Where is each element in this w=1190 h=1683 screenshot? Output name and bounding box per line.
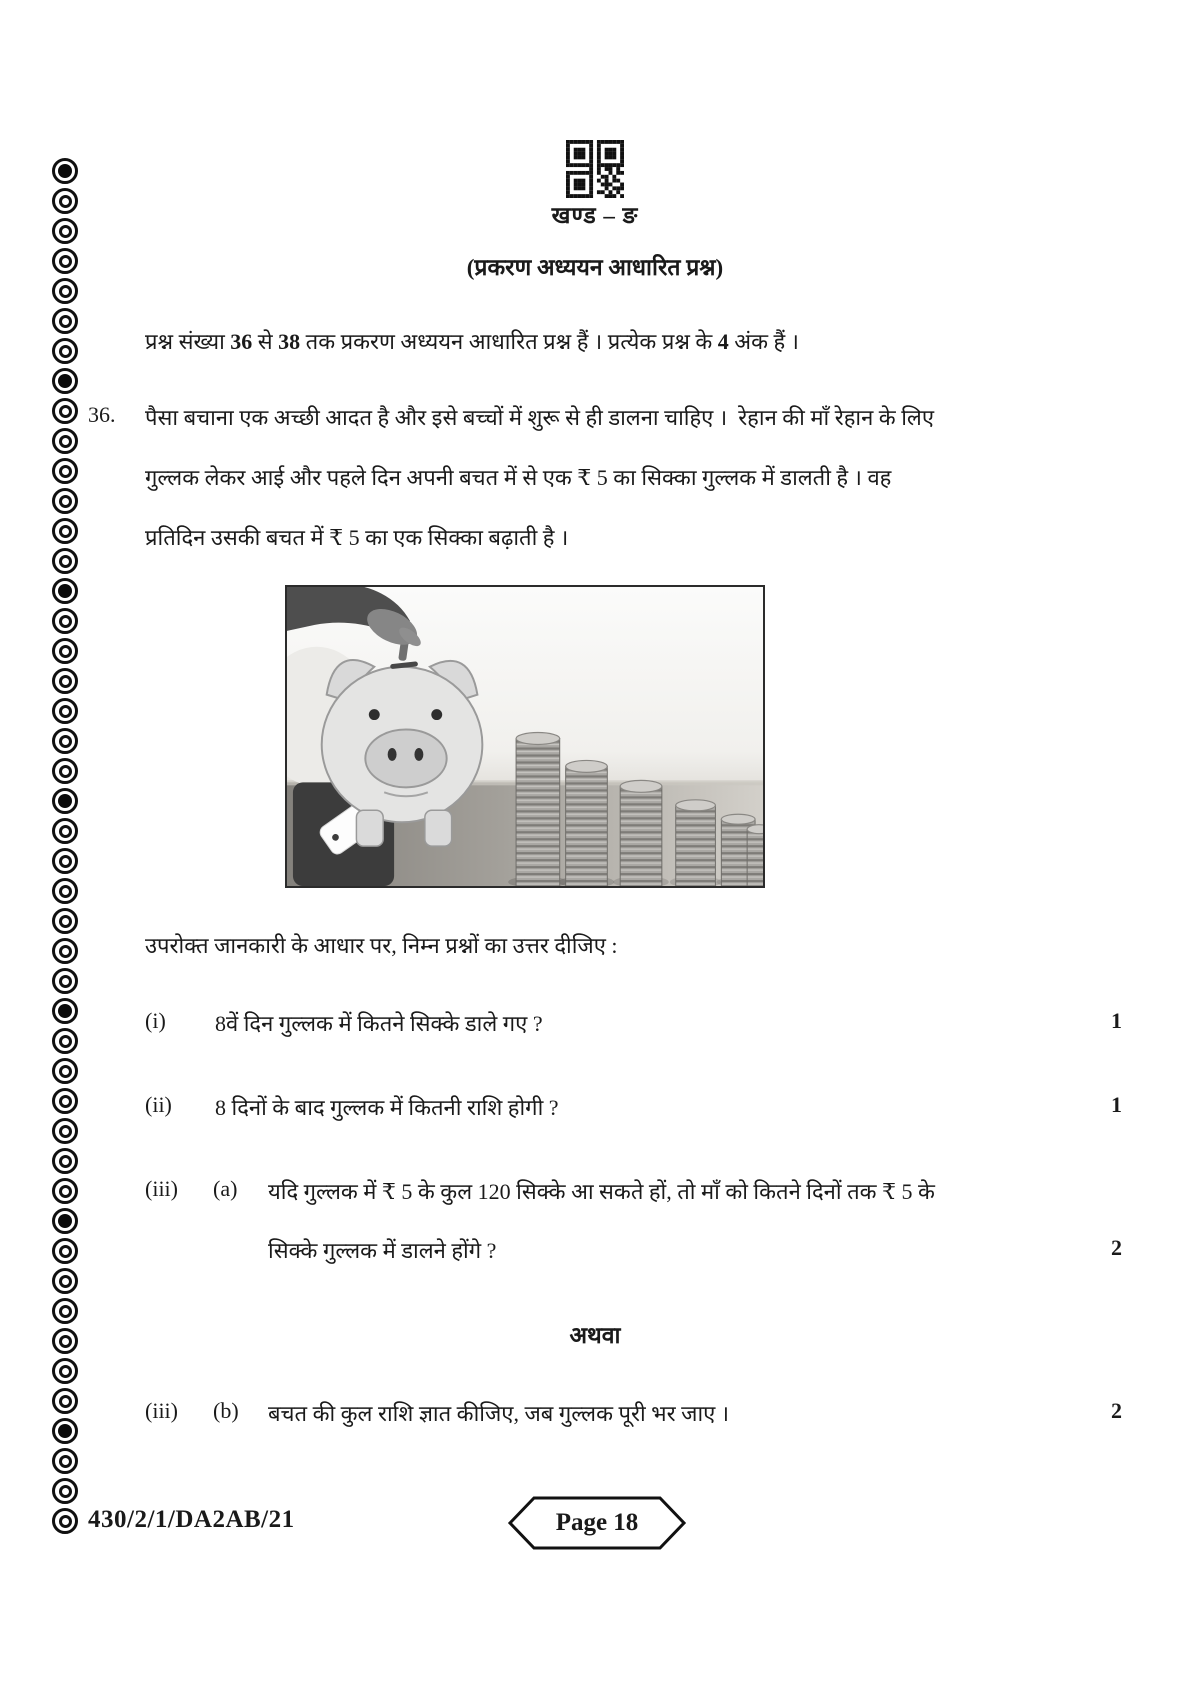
binding-ring	[52, 788, 78, 814]
part-i-text: 8वें दिन गुल्लक में कितने सिक्के डाले गए ?	[215, 1011, 543, 1036]
part-iii-b-marks: 2	[1111, 1398, 1122, 1423]
binding-ring	[52, 1028, 78, 1054]
part-i-marks: 1	[1111, 1008, 1122, 1033]
binding-ring	[52, 1508, 78, 1534]
binding-ring	[52, 908, 78, 934]
binding-ring	[52, 1088, 78, 1114]
binding-ring	[52, 1238, 78, 1264]
binding-ring	[52, 1448, 78, 1474]
paper-code: 430/2/1/DA2AB/21	[88, 1506, 295, 1533]
binding-ring	[52, 1178, 78, 1204]
binding-ring	[52, 548, 78, 574]
intro-text: से	[252, 329, 279, 354]
binding-ring	[52, 758, 78, 784]
part-iii-a-label: (a)	[213, 1176, 238, 1201]
binding-ring	[52, 1358, 78, 1384]
part-ii-number: (ii)	[145, 1092, 172, 1117]
or-label: अथवा	[569, 1323, 621, 1348]
binding-ring	[52, 1268, 78, 1294]
intro-q-end: 38	[278, 329, 301, 354]
binding-ring	[52, 518, 78, 544]
binding-ring	[52, 728, 78, 754]
binding-ring	[52, 848, 78, 874]
binding-ring	[52, 1148, 78, 1174]
binding-ring	[52, 998, 78, 1024]
binding-ring	[52, 638, 78, 664]
question-line: प्रतिदिन उसकी बचत में ₹ 5 का एक सिक्का बढ़ाती है ।	[145, 525, 569, 550]
part-iii-a-text-line2: सिक्के गुल्लक में डालने होंगे ?	[268, 1238, 497, 1263]
binding-ring	[52, 1208, 78, 1234]
binding-ring	[52, 608, 78, 634]
binding-ring	[52, 428, 78, 454]
binding-ring	[52, 578, 78, 604]
binding-ring	[52, 968, 78, 994]
binding-ring	[52, 818, 78, 844]
page-number-badge	[508, 1495, 686, 1551]
part-ii-marks: 1	[1111, 1092, 1122, 1117]
part-iii-b-number: (iii)	[145, 1398, 178, 1423]
binding-ring	[52, 158, 78, 184]
intro-text: अंक हैं ।	[728, 329, 800, 354]
binding-ring	[52, 1478, 78, 1504]
binding-ring	[52, 1388, 78, 1414]
part-iii-b-label: (b)	[213, 1398, 239, 1423]
binding-ring	[52, 1118, 78, 1144]
part-iii-b-text: बचत की कुल राशि ज्ञात कीजिए, जब गुल्लक पूरी भर जाए ।	[268, 1401, 730, 1426]
binding-ring	[52, 1418, 78, 1444]
binding-ring	[52, 458, 78, 484]
intro-text: प्रश्न संख्या	[145, 329, 231, 354]
part-iii-a-marks: 2	[1111, 1235, 1122, 1260]
section-subtitle: (प्रकरण अध्ययन आधारित प्रश्न)	[466, 255, 724, 280]
qr-code-icon	[566, 140, 624, 198]
binding-ring	[52, 878, 78, 904]
binding-ring	[52, 368, 78, 394]
binding-ring	[52, 488, 78, 514]
binding-ring	[52, 938, 78, 964]
question-number: 36.	[88, 402, 116, 427]
binding-ring	[52, 338, 78, 364]
intro-q-start: 36	[230, 329, 253, 354]
question-line: गुल्लक लेकर आई और पहले दिन अपनी बचत में से एक ₹ 5 का सिक्का गुल्लक में डालती है । वह	[145, 465, 892, 490]
section-title: खण्ड – ङ	[551, 203, 639, 228]
binding-ring	[52, 398, 78, 424]
part-iii-number: (iii)	[145, 1176, 178, 1201]
part-i-number: (i)	[145, 1008, 166, 1033]
question-line: पैसा बचाना एक अच्छी आदत है और इसे बच्चों में शुरू से ही डालना चाहिए । रेहान की माँ रेहान के लिए	[145, 405, 934, 430]
binding-ring	[52, 308, 78, 334]
piggy-bank-figure	[285, 585, 765, 888]
binding-ring	[52, 1058, 78, 1084]
part-ii-text: 8 दिनों के बाद गुल्लक में कितनी राशि होगी ?	[215, 1095, 559, 1120]
section-intro	[145, 326, 1045, 356]
binding-ring	[52, 668, 78, 694]
intro-marks-per-q: 4	[717, 329, 729, 354]
binding-ring	[52, 698, 78, 724]
part-iii-a-text-line1: यदि गुल्लक में ₹ 5 के कुल 120 सिक्के आ सकते हों, तो माँ को कितने दिनों तक ₹ 5 के	[268, 1179, 935, 1204]
answer-instruction: उपरोक्त जानकारी के आधार पर, निम्न प्रश्नों का उत्तर दीजिए :	[145, 933, 618, 958]
intro-text: तक प्रकरण अध्ययन आधारित प्रश्न हैं । प्रत्येक प्रश्न के	[300, 329, 718, 354]
page-number-label: Page 18	[555, 1509, 639, 1536]
